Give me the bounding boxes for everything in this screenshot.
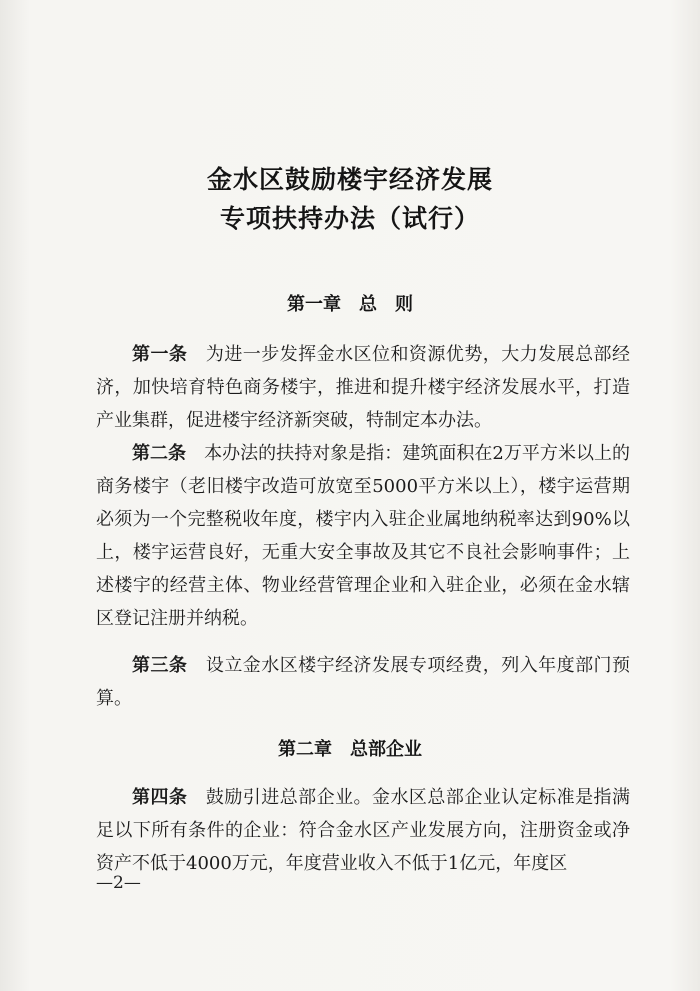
- article-4: [96, 781, 630, 880]
- article-text: 为进一步发挥金水区位和资源优势，大力发展总部经济，加快培育特色商务楼宇，推进和提升楼宇经济发展水平，打造产业集群，促进楼宇经济新突破，特制定本办法。: [96, 344, 631, 431]
- article-text: 设立金水区楼宇经济发展专项经费，列入年度部门预算。: [96, 655, 631, 709]
- spacer: [187, 344, 205, 365]
- spacer: [187, 655, 205, 676]
- spacer: [187, 787, 205, 808]
- article-label: 第二条: [132, 443, 187, 464]
- document-title-line2: 专项扶持办法（试行）: [219, 204, 480, 233]
- article-1: [96, 338, 630, 437]
- article-label: 第三条: [132, 655, 188, 676]
- chapter-heading-2: 第二章 总部企业: [278, 739, 422, 760]
- article-text: 鼓励引进总部企业。金水区总部企业认定标准是指满足以下所有条件的企业：符合金水区产业发展方向，注册资金或净资产不低于4000万元，年度营业收入不低于1亿元，年度区: [96, 787, 631, 874]
- article-3: [96, 649, 630, 715]
- document-title-line1: 金水区鼓励楼宇经济发展: [206, 165, 493, 194]
- article-2: [96, 437, 630, 635]
- spacer: [186, 443, 204, 464]
- article-label: 第一条: [132, 344, 188, 365]
- article-label: 第四条: [132, 787, 188, 808]
- article-text: 本办法的扶持对象是指：建筑面积在2万平方米以上的商务楼宇（老旧楼宇改造可放宽至5000平方米以上），楼宇运营期必须为一个完整税收年度，楼宇内入驻企业属地纳税率达到90%以上，楼宇运营良好，无重大安全事故及其它不良社会影响事件；上述楼宇的经营主体、物业经营管理企业和入驻企业，必须在金水辖区登记注册并纳税。: [96, 443, 631, 629]
- chapter-heading-1: 第一章 总 则: [287, 294, 413, 315]
- page-number: —2—: [96, 873, 141, 893]
